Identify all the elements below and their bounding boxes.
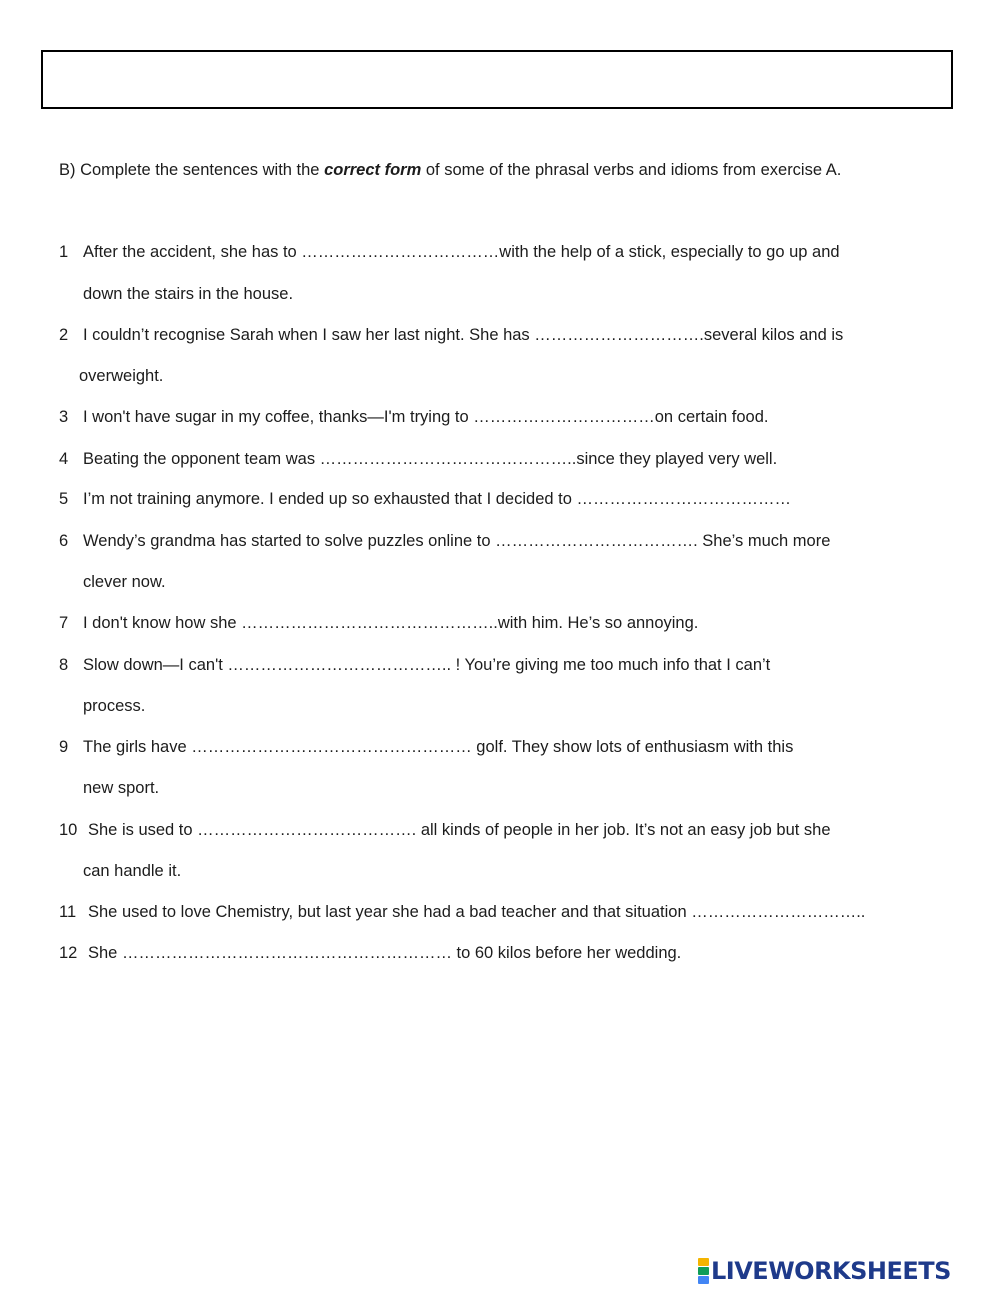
sentence-text: Slow down—I can't ………………………………….. ! You’re giving me too much info that I can’t (83, 656, 771, 674)
sentence-1-continuation: down the stairs in the house. (83, 285, 294, 303)
sentence-text: Wendy’s grandma has started to solve puzzles online to ………………………………. She’s much more (83, 532, 831, 550)
instruction-emphasis: correct form (324, 161, 422, 179)
sentence-text: I don't know how she ………………………………………..with him. He’s so annoying. (83, 614, 699, 632)
sentence-number: 6 (59, 532, 69, 550)
sentence-text: She used to love Chemistry, but last year she had a bad teacher and that situation ………………………….. (88, 903, 866, 921)
sentence-text: Beating the opponent team was ………………………………………..since they played very well. (83, 450, 778, 468)
sentence-number: 11 (59, 903, 77, 921)
sentence-text: She is used to …………………………………. all kinds of people in her job. It’s not an easy job but she (88, 821, 831, 839)
instruction-prefix: B) Complete the sentences with the (59, 161, 325, 179)
sentence-text: I’m not training anymore. I ended up so exhausted that I decided to ………………………………… (83, 490, 791, 508)
logo-blocks-icon (698, 1258, 709, 1284)
sentence-number: 12 (59, 944, 78, 962)
sentence-text: I couldn’t recognise Sarah when I saw her last night. She has ………………………….several kilos and is (83, 326, 844, 344)
sentence-number: 4 (59, 450, 69, 468)
sentence-number: 10 (59, 821, 78, 839)
logo-block (698, 1267, 709, 1275)
name-box (41, 50, 953, 109)
sentence-number: 3 (59, 408, 69, 426)
sentence-10-continuation: can handle it. (83, 862, 182, 880)
sentence-number: 2 (59, 326, 69, 344)
sentence-number: 7 (59, 614, 69, 632)
sentence-number: 9 (59, 738, 69, 756)
sentence-number: 1 (59, 243, 69, 261)
sentence-8-continuation: process. (83, 697, 146, 715)
sentence-text: She …………………………………………………… to 60 kilos before her wedding. (88, 944, 682, 962)
sentence-number: 8 (59, 656, 69, 674)
sentence-6-continuation: clever now. (83, 573, 166, 591)
logo-block (698, 1276, 709, 1284)
sentence-text: After the accident, she has to ………………………………with the help of a stick, especially to go up and (83, 243, 840, 261)
sentence-text: I won't have sugar in my coffee, thanks—I'm trying to ……………………………on certain food. (83, 408, 769, 426)
logo-block (698, 1258, 709, 1266)
instruction-suffix: of some of the phrasal verbs and idioms from exercise A. (421, 161, 842, 179)
liveworksheets-logo (698, 1256, 951, 1286)
logo-text: LIVEWORKSHEETS (711, 1257, 951, 1285)
sentence-2-continuation: overweight. (79, 367, 164, 385)
sentence-9-continuation: new sport. (83, 779, 160, 797)
sentence-number: 5 (59, 490, 69, 508)
instruction (59, 160, 841, 180)
sentence-text: The girls have …………………………………………… golf. They show lots of enthusiasm with this (83, 738, 794, 756)
